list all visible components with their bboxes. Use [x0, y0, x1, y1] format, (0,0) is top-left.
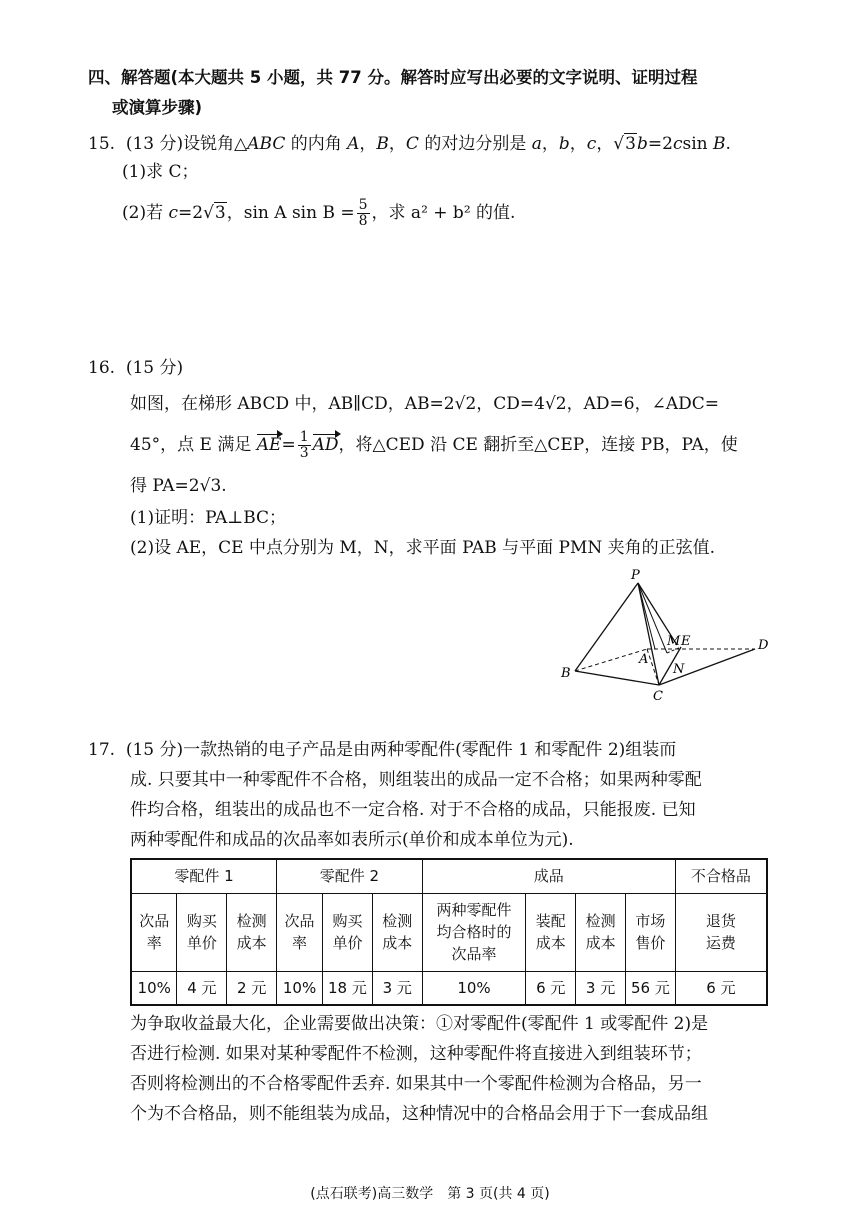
q15-part2-text: =2√: [178, 203, 214, 223]
label-p: P: [631, 568, 640, 583]
page-footer: (点石联考)高三数学 第 3 页(共 4 页): [310, 1186, 550, 1202]
q17-line1: [88, 738, 676, 762]
q15-part2: [122, 198, 515, 229]
header-text: 次品率: [451, 945, 497, 963]
fraction-numerator: 1: [299, 429, 309, 445]
value-cell: 3 元: [576, 971, 626, 1005]
q16-number: 16.: [88, 358, 116, 378]
q15-part2-text: c: [168, 203, 179, 223]
fraction: [357, 198, 370, 229]
fraction: [298, 430, 311, 461]
header-text: 成本: [382, 934, 413, 952]
value-cell: 10%: [131, 971, 177, 1005]
header-cell: [372, 893, 422, 971]
fraction-denominator: 8: [358, 213, 368, 229]
label-a: A: [639, 652, 649, 667]
q16-line1: 如图，在梯形 ABCD 中，AB∥CD，AB=2√2，CD=4√2，AD=6，∠ADC=: [130, 394, 719, 414]
header-text: 检测: [585, 912, 616, 930]
value-cell: 3 元: [372, 971, 422, 1005]
label-d: D: [758, 638, 769, 653]
label-m: M: [667, 634, 681, 649]
header-text: 检测: [382, 912, 413, 930]
q17-line2: 成. 只要其中一种零配件不合格，则组装出的成品一定不合格；如果两种零配: [130, 770, 702, 790]
q16-score: (15 分): [125, 358, 184, 378]
q15-text: a: [531, 134, 542, 154]
q16-line3: 得 PA=2√3.: [130, 476, 227, 496]
label-b: B: [561, 666, 571, 681]
header-cell: [675, 893, 767, 971]
q15-text: 的对边分别是: [418, 134, 532, 154]
table-value-row: [131, 971, 767, 1005]
section-header-line1: 四、解答题(本大题共 5 小题，共 77 分。解答时应写出必要的文字说明、证明过程: [88, 68, 698, 87]
q15-text: ，: [541, 134, 559, 154]
header-text: 次品: [139, 912, 170, 930]
value-cell: 6 元: [526, 971, 576, 1005]
header-text: 运费: [705, 934, 736, 952]
q15-text: 3: [625, 134, 636, 154]
q15-text: c: [672, 134, 683, 154]
group-part1: 零配件 1: [131, 859, 277, 893]
table-header-row: [131, 893, 767, 971]
table-group-row: [131, 859, 767, 893]
group-product: 成品: [422, 859, 675, 893]
q17-table: [130, 858, 768, 1006]
group-part2: 零配件 2: [277, 859, 423, 893]
q15-text: (13 分)设锐角△: [125, 134, 248, 154]
q15-text: b: [558, 134, 570, 154]
q16-text: ，将△CED 沿 CE 翻折至△CEP，连接 PB，PA，使: [338, 435, 738, 455]
fraction-numerator: 5: [358, 197, 368, 213]
q16-part2: (2)设 AE，CE 中点分别为 M，N，求平面 PAB 与平面 PMN 夹角的正弦值.: [130, 538, 716, 558]
value-cell: 10%: [277, 971, 323, 1005]
q15-part2-text: 3: [214, 203, 226, 223]
q15-part1: (1)求 C；: [122, 162, 199, 182]
label-c: C: [653, 689, 663, 704]
header-text: 装配: [535, 912, 566, 930]
label-e: E: [681, 634, 691, 649]
q15-part2-text: ，求 a² + b² 的值.: [371, 203, 516, 223]
q15-text: C: [405, 134, 419, 154]
header-text: 率: [146, 934, 162, 952]
q15-text: ABC: [247, 134, 286, 154]
header-text: 成本: [535, 934, 566, 952]
vector-ad: AD: [312, 435, 339, 455]
header-text: 单价: [186, 934, 217, 952]
header-cell: [131, 893, 177, 971]
q15-text: A: [347, 134, 360, 154]
q17-text: (15 分)一款热销的电子产品是由两种零配件(零配件 1 和零配件 2)组装而: [125, 740, 677, 760]
header-text: 退货: [705, 912, 736, 930]
fraction-denominator: 3: [299, 445, 309, 461]
header-text: 均合格时的: [436, 923, 512, 941]
value-cell: 6 元: [675, 971, 767, 1005]
value-cell: 2 元: [227, 971, 277, 1005]
q15-part2-text: ，sin A sin B =: [226, 203, 355, 223]
value-cell: 4 元: [177, 971, 227, 1005]
header-text: 检测: [236, 912, 267, 930]
header-cell: [526, 893, 576, 971]
group-defective: 不合格品: [675, 859, 767, 893]
q15-text: 的内角: [285, 134, 348, 154]
header-cell: [323, 893, 373, 971]
q15-part2-text: (2)若: [122, 203, 169, 223]
pyramid-figure: [555, 565, 775, 705]
q15-text: .: [725, 134, 731, 154]
q16-text: =: [281, 435, 296, 455]
header-cell: [227, 893, 277, 971]
q15-text: c: [586, 134, 597, 154]
q17-line4: 两种零配件和成品的次品率如表所示(单价和成本单位为元).: [130, 830, 574, 850]
header-text: 单价: [332, 934, 363, 952]
label-n: N: [673, 662, 685, 677]
header-cell: [626, 893, 676, 971]
header-text: 两种零配件: [436, 901, 512, 919]
header-text: 购买: [332, 912, 363, 930]
q16-part1: (1)证明：PA⊥BC；: [130, 508, 287, 528]
value-cell: 10%: [422, 971, 526, 1005]
q16-line2: [130, 430, 738, 461]
q15-text: ，√: [596, 134, 625, 154]
header-text: 售价: [635, 934, 666, 952]
value-cell: 56 元: [626, 971, 676, 1005]
q15-text: b: [636, 134, 648, 154]
section-header-line2: 或演算步骤): [112, 98, 203, 117]
header-text: 购买: [186, 912, 217, 930]
header-text: 次品: [284, 912, 315, 930]
header-text: 市场: [635, 912, 666, 930]
q17-number: 17.: [88, 740, 116, 760]
q15-number: 15.: [88, 134, 116, 154]
value-cell: 18 元: [323, 971, 373, 1005]
q15-text: sin: [682, 134, 713, 154]
q15-text: B: [376, 134, 389, 154]
q15-text: ，: [359, 134, 377, 154]
q17-after1: 为争取收益最大化，企业需要做出决策：①对零配件(零配件 1 或零配件 2)是: [130, 1014, 709, 1034]
header-text: 率: [292, 934, 308, 952]
q17-after4: 个为不合格品，则不能组装为成品，这种情况中的合格品会用于下一套成品组: [130, 1104, 708, 1124]
q17-after3: 否则将检测出的不合格零配件丢弃. 如果其中一个零配件检测为合格品，另一: [130, 1074, 702, 1094]
header-cell: [277, 893, 323, 971]
header-text: 成本: [585, 934, 616, 952]
q17-line3: 件均合格，组装出的成品也不一定合格. 对于不合格的成品，只能报废. 已知: [130, 800, 696, 820]
q15-text: =2: [647, 134, 673, 154]
header-cell: [576, 893, 626, 971]
vector-ae: AE: [256, 435, 282, 455]
header-text: 成本: [236, 934, 267, 952]
q16-text: 45°，点 E 满足: [130, 435, 252, 455]
q15-stem: [88, 132, 731, 156]
q15-text: ，: [388, 134, 406, 154]
q17-after2: 否进行检测. 如果对某种零配件不检测，这种零配件将直接进入到组装环节；: [130, 1044, 702, 1064]
q15-text: B: [712, 134, 726, 154]
q16-header: [88, 356, 183, 380]
header-cell: [422, 893, 526, 971]
q15-text: ，: [569, 134, 587, 154]
header-cell: [177, 893, 227, 971]
